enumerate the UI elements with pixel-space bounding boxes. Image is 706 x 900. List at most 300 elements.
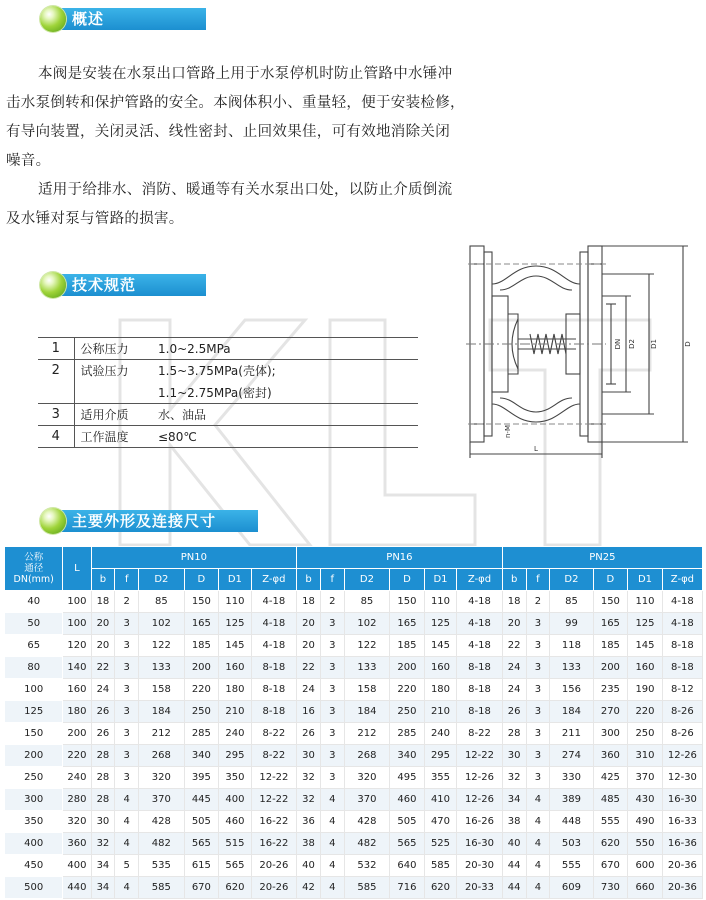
table-cell: 85: [139, 591, 184, 613]
table-cell: 8-18: [662, 635, 702, 657]
column-header: b: [297, 569, 321, 591]
table-cell: 620: [424, 877, 456, 899]
table-cell: 4: [115, 833, 139, 855]
table-cell: 3: [115, 657, 139, 679]
table-cell: 99: [550, 613, 593, 635]
column-header: f: [320, 569, 344, 591]
table-cell: 535: [139, 855, 184, 877]
table-cell: 320: [344, 767, 389, 789]
table-cell: 8-18: [457, 679, 503, 701]
table-cell: 24: [502, 657, 526, 679]
table-cell: 150: [593, 591, 628, 613]
table-cell: 3: [320, 679, 344, 701]
dn-cell: 65: [5, 635, 63, 657]
table-cell: 3: [115, 701, 139, 723]
table-cell: 270: [593, 701, 628, 723]
table-cell: 40: [502, 833, 526, 855]
table-cell: 565: [390, 833, 425, 855]
table-cell: 165: [593, 613, 628, 635]
table-cell: 295: [424, 745, 456, 767]
table-cell: 3: [115, 767, 139, 789]
table-cell: 240: [63, 767, 91, 789]
table-row: [5, 635, 703, 657]
table-cell: 505: [184, 811, 219, 833]
table-cell: 4-18: [457, 613, 503, 635]
table-cell: 20-30: [457, 855, 503, 877]
table-cell: 212: [139, 723, 184, 745]
table-cell: 4-18: [457, 591, 503, 613]
d2-label: D2: [628, 339, 636, 349]
table-cell: 158: [344, 679, 389, 701]
table-cell: 4: [115, 877, 139, 899]
table-cell: 26: [297, 723, 321, 745]
table-cell: 515: [219, 833, 251, 855]
table-cell: 180: [424, 679, 456, 701]
dn-cell: 100: [5, 679, 63, 701]
table-cell: 3: [320, 701, 344, 723]
table-cell: 110: [628, 591, 663, 613]
dn-cell: 250: [5, 767, 63, 789]
table-cell: 3: [115, 679, 139, 701]
table-cell: 185: [390, 635, 425, 657]
table-cell: 24: [502, 679, 526, 701]
column-header: D2: [550, 569, 593, 591]
column-header: D: [184, 569, 219, 591]
table-cell: 400: [63, 855, 91, 877]
table-cell: 585: [424, 855, 456, 877]
table-cell: 133: [139, 657, 184, 679]
table-cell: 220: [184, 679, 219, 701]
table-cell: 16-30: [457, 833, 503, 855]
table-cell: 609: [550, 877, 593, 899]
table-cell: 3: [526, 657, 550, 679]
table-cell: 102: [344, 613, 389, 635]
table-cell: 16-26: [457, 811, 503, 833]
table-cell: 4-18: [662, 613, 702, 635]
table-cell: 32: [91, 833, 115, 855]
table-cell: 555: [593, 811, 628, 833]
table-cell: 4-18: [251, 613, 297, 635]
table-cell: 26: [502, 701, 526, 723]
table-cell: 150: [390, 591, 425, 613]
table-row: [5, 811, 703, 833]
table-cell: 274: [550, 745, 593, 767]
table-cell: 34: [502, 789, 526, 811]
table-cell: 160: [628, 657, 663, 679]
table-cell: 145: [628, 635, 663, 657]
dn-cell: 40: [5, 591, 63, 613]
dn-label: DN: [614, 338, 622, 350]
table-row: [5, 767, 703, 789]
table-cell: 640: [390, 855, 425, 877]
table-cell: 525: [424, 833, 456, 855]
table-cell: 3: [115, 723, 139, 745]
table-cell: 240: [424, 723, 456, 745]
table-cell: 4: [320, 877, 344, 899]
table-cell: 4-18: [457, 635, 503, 657]
nm-label: n-M: [504, 424, 512, 438]
table-cell: 110: [424, 591, 456, 613]
table-cell: 102: [139, 613, 184, 635]
table-cell: 3: [320, 613, 344, 635]
table-cell: 330: [550, 767, 593, 789]
table-cell: 158: [139, 679, 184, 701]
group-header-pn25: PN25: [502, 547, 702, 569]
table-cell: 295: [219, 745, 251, 767]
table-cell: 184: [139, 701, 184, 723]
table-cell: 4: [320, 855, 344, 877]
table-cell: 220: [63, 745, 91, 767]
table-cell: 12-26: [457, 767, 503, 789]
table-cell: 240: [219, 723, 251, 745]
table-cell: 30: [297, 745, 321, 767]
table-cell: 565: [219, 855, 251, 877]
table-row: [5, 591, 703, 613]
table-row: [5, 833, 703, 855]
l-header: L: [63, 547, 91, 591]
table-cell: 184: [550, 701, 593, 723]
group-header-pn16: PN16: [297, 547, 503, 569]
valve-section-drawing: [466, 244, 702, 459]
table-row: [5, 701, 703, 723]
table-cell: 145: [219, 635, 251, 657]
table-cell: 38: [502, 811, 526, 833]
table-cell: 4: [526, 855, 550, 877]
table-cell: 470: [424, 811, 456, 833]
table-cell: 28: [502, 723, 526, 745]
table-cell: 460: [390, 789, 425, 811]
column-header: Z-φd: [457, 569, 503, 591]
table-cell: 3: [526, 613, 550, 635]
table-cell: 503: [550, 833, 593, 855]
table-cell: 165: [390, 613, 425, 635]
table-cell: 160: [424, 657, 456, 679]
table-cell: 40: [297, 855, 321, 877]
table-cell: 180: [63, 701, 91, 723]
d-label: D: [684, 341, 692, 347]
table-cell: 12-22: [251, 789, 297, 811]
table-cell: 28: [91, 789, 115, 811]
dn-cell: 450: [5, 855, 63, 877]
section-header-specs: [40, 272, 206, 298]
table-cell: 20: [91, 635, 115, 657]
table-cell: 389: [550, 789, 593, 811]
table-cell: 133: [344, 657, 389, 679]
column-header: Z-φd: [251, 569, 297, 591]
table-cell: 145: [424, 635, 456, 657]
table-cell: 100: [63, 613, 91, 635]
table-cell: 4: [526, 811, 550, 833]
table-cell: 448: [550, 811, 593, 833]
table-cell: 18: [91, 591, 115, 613]
table-cell: 8-12: [662, 679, 702, 701]
table-cell: 184: [344, 701, 389, 723]
table-cell: 730: [593, 877, 628, 899]
table-cell: 160: [219, 657, 251, 679]
table-cell: 615: [184, 855, 219, 877]
table-cell: 125: [219, 613, 251, 635]
table-cell: 20-26: [251, 855, 297, 877]
table-cell: 20-36: [662, 877, 702, 899]
table-cell: 20: [91, 613, 115, 635]
column-header: f: [526, 569, 550, 591]
table-cell: 212: [344, 723, 389, 745]
table-cell: 100: [63, 591, 91, 613]
table-cell: 30: [502, 745, 526, 767]
table-cell: 120: [63, 635, 91, 657]
table-cell: 425: [593, 767, 628, 789]
table-cell: 26: [91, 701, 115, 723]
dn-cell: 200: [5, 745, 63, 767]
table-cell: 125: [424, 613, 456, 635]
table-cell: 24: [297, 679, 321, 701]
table-cell: 20-33: [457, 877, 503, 899]
table-cell: 482: [139, 833, 184, 855]
table-row: [5, 877, 703, 899]
table-cell: 200: [390, 657, 425, 679]
table-cell: 220: [628, 701, 663, 723]
table-row: [5, 679, 703, 701]
column-header: b: [91, 569, 115, 591]
table-cell: 20: [297, 613, 321, 635]
table-row: [5, 613, 703, 635]
table-cell: 26: [91, 723, 115, 745]
table-cell: 180: [219, 679, 251, 701]
table-cell: 285: [390, 723, 425, 745]
table-cell: 4: [526, 877, 550, 899]
table-cell: 44: [502, 855, 526, 877]
dn-cell: 150: [5, 723, 63, 745]
column-header: D1: [628, 569, 663, 591]
table-cell: 280: [63, 789, 91, 811]
table-cell: 3: [115, 613, 139, 635]
table-cell: 235: [593, 679, 628, 701]
table-cell: 16-22: [251, 833, 297, 855]
table-cell: 20: [297, 635, 321, 657]
section-header-overview: [40, 6, 206, 32]
dn-cell: 125: [5, 701, 63, 723]
green-ball-icon: [40, 6, 66, 32]
table-cell: 4: [526, 833, 550, 855]
table-cell: 4: [526, 789, 550, 811]
table-cell: 3: [115, 745, 139, 767]
column-header: D1: [424, 569, 456, 591]
table-cell: 3: [320, 657, 344, 679]
table-cell: 28: [91, 767, 115, 789]
table-cell: 220: [390, 679, 425, 701]
table-cell: 555: [550, 855, 593, 877]
table-cell: 12-26: [457, 789, 503, 811]
section-header-dimensions: [40, 508, 258, 534]
table-cell: 20: [502, 613, 526, 635]
table-cell: 32: [297, 789, 321, 811]
column-header: b: [502, 569, 526, 591]
table-cell: 22: [91, 657, 115, 679]
table-cell: 5: [115, 855, 139, 877]
table-cell: 600: [628, 855, 663, 877]
table-cell: 355: [424, 767, 456, 789]
table-cell: 8-26: [662, 701, 702, 723]
table-cell: 716: [390, 877, 425, 899]
column-header: D: [593, 569, 628, 591]
table-cell: 340: [390, 745, 425, 767]
table-cell: 16-36: [662, 833, 702, 855]
table-cell: 85: [550, 591, 593, 613]
table-cell: 495: [390, 767, 425, 789]
table-cell: 670: [593, 855, 628, 877]
table-cell: 445: [184, 789, 219, 811]
table-row: [5, 657, 703, 679]
table-cell: 38: [297, 833, 321, 855]
dn-cell: 500: [5, 877, 63, 899]
table-cell: 8-22: [251, 745, 297, 767]
table-cell: 505: [390, 811, 425, 833]
table-row: [5, 745, 703, 767]
table-cell: 16-30: [662, 789, 702, 811]
overview-paragraph: 本阀是安装在水泵出口管路上用于水泵停机时防止管路中水锤冲 击水泵倒转和保护管路的安全。本阀体积小、重量轻，便于安装检修， 有导向装置，关闭灵活、线性密封、止回效果佳，可有效地消除关闭 噪音。 适用于给排水、消防、暖通等有关水泵出口处，以防止介质倒流 及水锤对泵与管路的损害。: [6, 66, 465, 227]
section-title: 技术规范: [60, 274, 206, 296]
table-cell: 8-22: [457, 723, 503, 745]
table-cell: 200: [593, 657, 628, 679]
table-cell: 125: [628, 613, 663, 635]
table-cell: 165: [184, 613, 219, 635]
table-cell: 140: [63, 657, 91, 679]
table-cell: 4: [320, 833, 344, 855]
table-cell: 210: [424, 701, 456, 723]
table-cell: 565: [184, 833, 219, 855]
table-cell: 3: [115, 635, 139, 657]
table-cell: 4-18: [662, 591, 702, 613]
table-cell: 3: [320, 723, 344, 745]
table-cell: 3: [320, 635, 344, 657]
table-cell: 42: [297, 877, 321, 899]
table-cell: 620: [219, 877, 251, 899]
table-cell: 4-18: [251, 591, 297, 613]
table-cell: 395: [184, 767, 219, 789]
table-cell: 150: [184, 591, 219, 613]
table-cell: 12-30: [662, 767, 702, 789]
table-cell: 28: [91, 745, 115, 767]
table-cell: 24: [91, 679, 115, 701]
table-cell: 4: [115, 811, 139, 833]
table-cell: 250: [628, 723, 663, 745]
spec-row: 1 公称压力 1.0~2.5MPa: [38, 338, 418, 360]
table-row: [5, 723, 703, 745]
table-cell: 3: [526, 635, 550, 657]
table-cell: 44: [502, 877, 526, 899]
column-header: D2: [344, 569, 389, 591]
dn-cell: 50: [5, 613, 63, 635]
table-cell: 620: [593, 833, 628, 855]
section-title: 主要外形及连接尺寸: [60, 510, 258, 532]
table-cell: 460: [219, 811, 251, 833]
dn-cell: 350: [5, 811, 63, 833]
table-cell: 532: [344, 855, 389, 877]
table-cell: 3: [320, 767, 344, 789]
table-cell: 16: [297, 701, 321, 723]
table-cell: 18: [297, 591, 321, 613]
table-cell: 20-36: [662, 855, 702, 877]
table-header-row: [5, 547, 703, 569]
table-cell: 185: [184, 635, 219, 657]
table-cell: 400: [219, 789, 251, 811]
table-cell: 122: [344, 635, 389, 657]
table-cell: 200: [63, 723, 91, 745]
table-cell: 440: [63, 877, 91, 899]
table-cell: 410: [424, 789, 456, 811]
column-header: Z-φd: [662, 569, 702, 591]
table-row: [5, 789, 703, 811]
table-cell: 585: [139, 877, 184, 899]
table-cell: 36: [297, 811, 321, 833]
table-cell: 660: [628, 877, 663, 899]
table-cell: 350: [219, 767, 251, 789]
table-cell: 20-26: [251, 877, 297, 899]
table-cell: 4-18: [251, 635, 297, 657]
table-cell: 490: [628, 811, 663, 833]
table-cell: 16-22: [251, 811, 297, 833]
table-cell: 370: [628, 767, 663, 789]
table-cell: 12-22: [457, 745, 503, 767]
table-cell: 3: [526, 723, 550, 745]
table-cell: 430: [628, 789, 663, 811]
table-cell: 370: [139, 789, 184, 811]
table-cell: 4: [115, 789, 139, 811]
table-cell: 585: [344, 877, 389, 899]
table-cell: 34: [91, 855, 115, 877]
table-cell: 320: [139, 767, 184, 789]
spec-row: 4 工作温度 ≤80℃: [38, 426, 418, 448]
table-cell: 190: [628, 679, 663, 701]
table-cell: 8-22: [251, 723, 297, 745]
table-cell: 370: [344, 789, 389, 811]
column-header: D: [390, 569, 425, 591]
table-cell: 268: [344, 745, 389, 767]
dn-header: 公称 通径 DN(mm): [5, 547, 63, 591]
table-cell: 8-18: [457, 657, 503, 679]
table-subheader-row: [5, 569, 703, 591]
spec-row: 1.1~2.75MPa(密封): [38, 382, 418, 404]
table-cell: 16-33: [662, 811, 702, 833]
table-cell: 300: [593, 723, 628, 745]
table-cell: 340: [184, 745, 219, 767]
table-cell: 8-18: [251, 701, 297, 723]
table-cell: 32: [502, 767, 526, 789]
table-cell: 12-22: [251, 767, 297, 789]
column-header: D2: [139, 569, 184, 591]
dimension-table: [4, 546, 703, 899]
table-cell: 200: [184, 657, 219, 679]
table-cell: 320: [63, 811, 91, 833]
table-cell: 85: [344, 591, 389, 613]
d1-label: D1: [650, 339, 658, 349]
table-cell: 8-18: [251, 679, 297, 701]
table-cell: 3: [526, 679, 550, 701]
table-cell: 3: [526, 767, 550, 789]
dn-cell: 400: [5, 833, 63, 855]
table-cell: 185: [593, 635, 628, 657]
table-cell: 133: [550, 657, 593, 679]
green-ball-icon: [40, 272, 66, 298]
table-cell: 4: [320, 811, 344, 833]
spec-row: 3 适用介质 水、油品: [38, 404, 418, 426]
dn-cell: 80: [5, 657, 63, 679]
table-cell: 3: [526, 701, 550, 723]
table-cell: 32: [297, 767, 321, 789]
table-cell: 8-18: [662, 657, 702, 679]
table-cell: 310: [628, 745, 663, 767]
table-cell: 156: [550, 679, 593, 701]
